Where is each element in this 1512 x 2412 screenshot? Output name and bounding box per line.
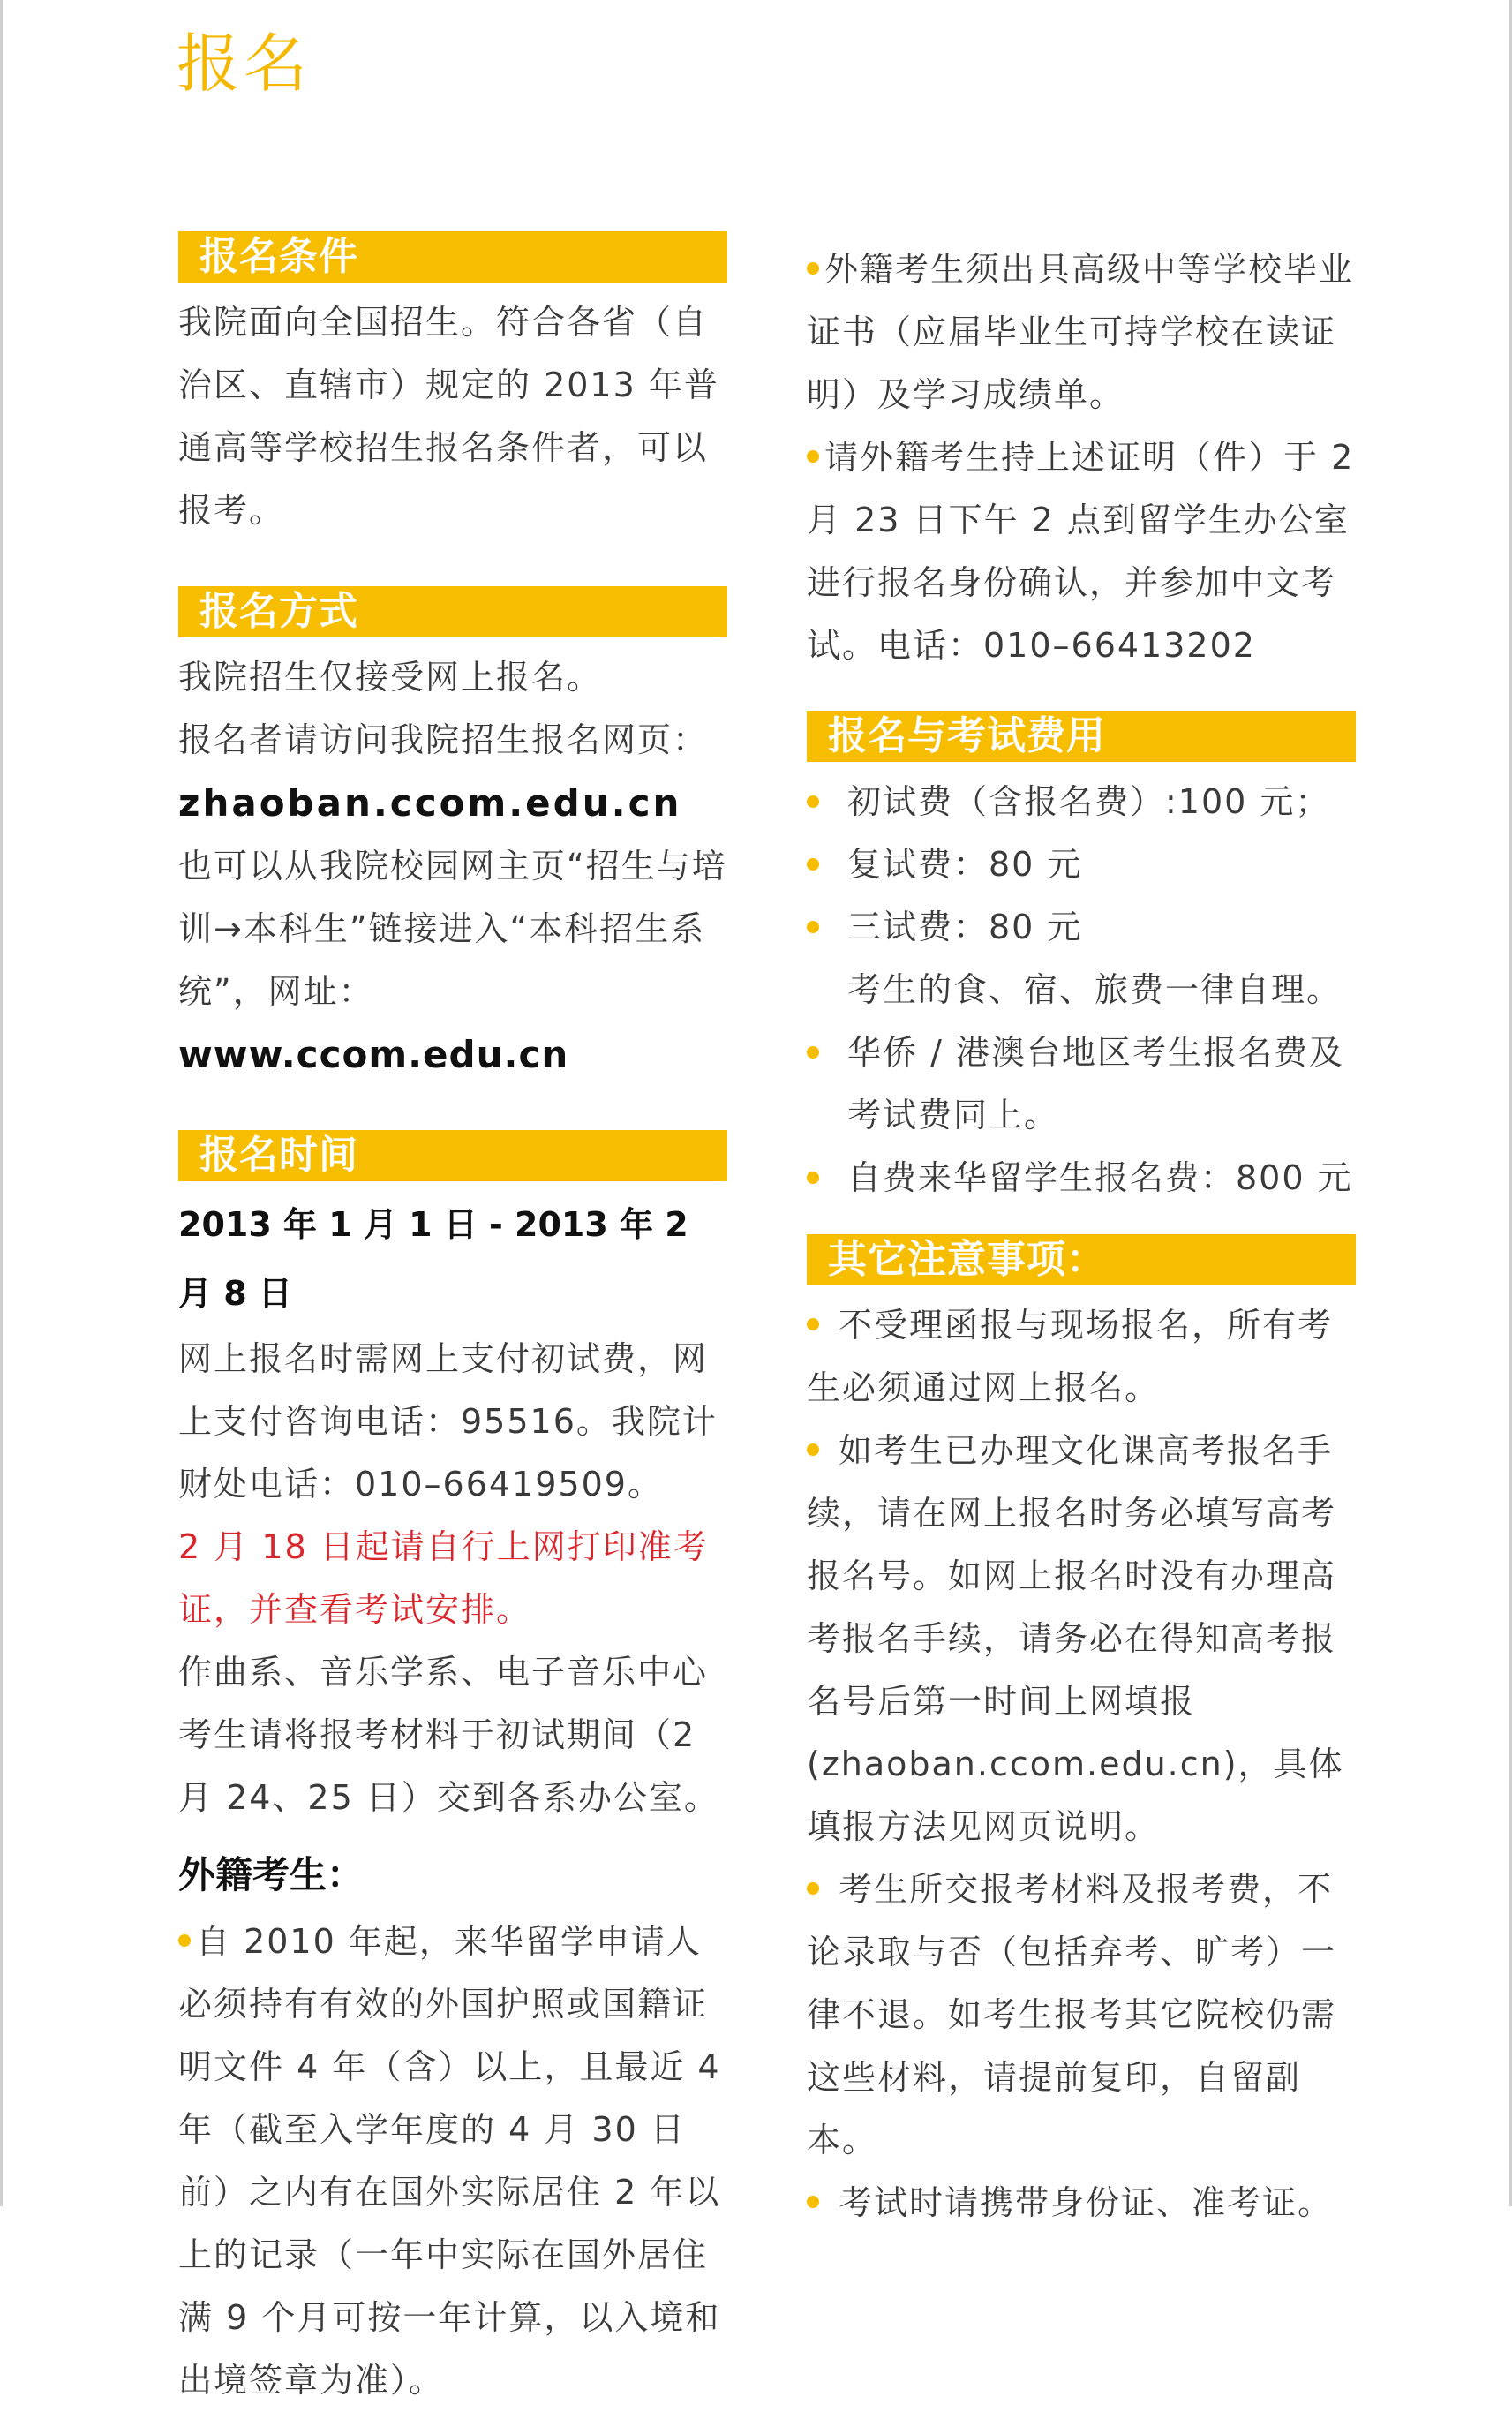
fee-item <box>807 1147 1356 1210</box>
site-url-link[interactable]: www.ccom.edu.cn <box>178 1033 569 1076</box>
note-item <box>807 2172 1356 2235</box>
bullet-icon <box>807 1318 819 1330</box>
page-title: 报名 <box>177 26 312 101</box>
section-heading-fees: 报名与考试费用 <box>807 711 1356 762</box>
admission-ticket-notice: 2 月 18 日起请自行上网打印准考证，并查看考试安排。 <box>178 1527 709 1629</box>
fee-item <box>807 1021 1356 1147</box>
section-heading-time: 报名时间 <box>178 1130 727 1181</box>
fee-item-text: 初试费（含报名费）:100 元； <box>847 782 1331 821</box>
note-item-text: 考生所交报考材料及报考费，不论录取与否（包括弃考、旷考）一律不退。如考生报考其它院校仍需这些材料，请提前复印，自留副本。 <box>807 1870 1337 2159</box>
bullet-icon <box>807 262 819 275</box>
bullet-icon <box>807 795 819 808</box>
bullet-icon <box>807 2196 819 2208</box>
bullet-icon <box>807 921 819 933</box>
foreign-item-2-text: 外籍考生须出具高级中等学校毕业证书（应届毕业生可持学校在读证明）及学习成绩单。 <box>807 250 1355 414</box>
note-item-text: 考试时请携带身份证、准考证。 <box>839 2183 1334 2222</box>
method-line-2: 报名者请访问我院招生报名网页： <box>178 720 709 759</box>
left-column <box>178 231 727 2412</box>
signup-url-link[interactable]: zhaoban.ccom.edu.cn <box>178 781 682 825</box>
note-item <box>807 1858 1356 2172</box>
foreign-item-2 <box>807 238 1356 426</box>
method-line-3-text: 也可以从我院校园网主页“招生与培训→本科生”链接进入“本科招生系统”，网址： <box>178 847 727 1011</box>
conditions-text: 我院面向全国招生。符合各省（自治区、直辖市）规定的 2013 年普通高等学校招生报名条件者，可以报考。 <box>178 303 719 530</box>
page-border-left <box>0 0 3 2206</box>
fee-item <box>807 833 1356 896</box>
foreign-item-1-text: 自 2010 年起，来华留学申请人必须持有有效的外国护照或国籍证明文件 4 年（含）以上，且最近 4 年（截至入学年度的 4 月 30 日前）之内有在国外实际居住 2 年以上的记录（一年中实际在国外居住满 9 个月可按一年计算，以入境和出境签章为准）。 <box>178 1922 721 2400</box>
bullet-icon <box>807 1882 819 1895</box>
foreign-students-heading: 外籍考生： <box>178 1853 365 1896</box>
note-item-text: 如考生已办理文化课高考报名手续，请在网上报名时务必填写高考报名号。如网上报名时没有办理高考报名手续，请务必在得知高考报名号后第一时间上网填报(zhaoban.ccom.edu.cn)，具体填报方法见网页说明。 <box>807 1431 1344 1846</box>
fee-item <box>807 771 1356 833</box>
bullet-icon <box>807 450 819 463</box>
method-line-3 <box>178 835 727 1088</box>
registration-date-range: 2013 年 1 月 1 日 - 2013 年 2 月 8 日 <box>178 1205 688 1313</box>
fee-item-text: 华侨 / 港澳台地区考生报名费及考试费同上。 <box>847 1033 1344 1134</box>
bullet-icon <box>807 1046 819 1059</box>
foreign-item-3 <box>807 426 1356 677</box>
foreign-item-3-text: 请外籍考生持上述证明（件）于 2 月 23 日下午 2 点到留学生办公室进行报名身份确认，并参加中文考试。电话：010–66413202 <box>807 438 1355 665</box>
note-item <box>807 1294 1356 1420</box>
fee-item-text: 三试费：80 元 <box>847 908 1083 946</box>
bullet-icon <box>807 1172 819 1184</box>
fee-note <box>807 959 1356 1021</box>
bullet-icon <box>178 1934 191 1947</box>
section-heading-method: 报名方式 <box>178 586 727 637</box>
section-heading-notes: 其它注意事项： <box>807 1234 1356 1285</box>
payment-info: 网上报名时需网上支付初试费，网上支付咨询电话：95516。我院计财处电话：010–66419509。 <box>178 1339 718 1504</box>
materials-info: 作曲系、音乐学系、电子音乐中心考生请将报考材料于初试期间（2 月 24、25 日）交到各系办公室。 <box>178 1653 719 1817</box>
fee-note-text: 考生的食、宿、旅费一律自理。 <box>847 970 1343 1009</box>
fee-item-text: 复试费：80 元 <box>847 845 1083 884</box>
note-item <box>807 1420 1356 1858</box>
fee-item-text: 自费来华留学生报名费：800 元 <box>847 1158 1353 1197</box>
note-item-text: 不受理函报与现场报名，所有考生必须通过网上报名。 <box>807 1306 1334 1407</box>
section-heading-conditions: 报名条件 <box>178 231 727 283</box>
method-line-1: 我院招生仅接受网上报名。 <box>178 658 603 697</box>
right-column <box>807 238 1356 2235</box>
fee-item <box>807 896 1356 959</box>
foreign-item-1 <box>178 1911 727 2412</box>
bullet-icon <box>807 1443 819 1456</box>
bullet-icon <box>807 858 819 871</box>
